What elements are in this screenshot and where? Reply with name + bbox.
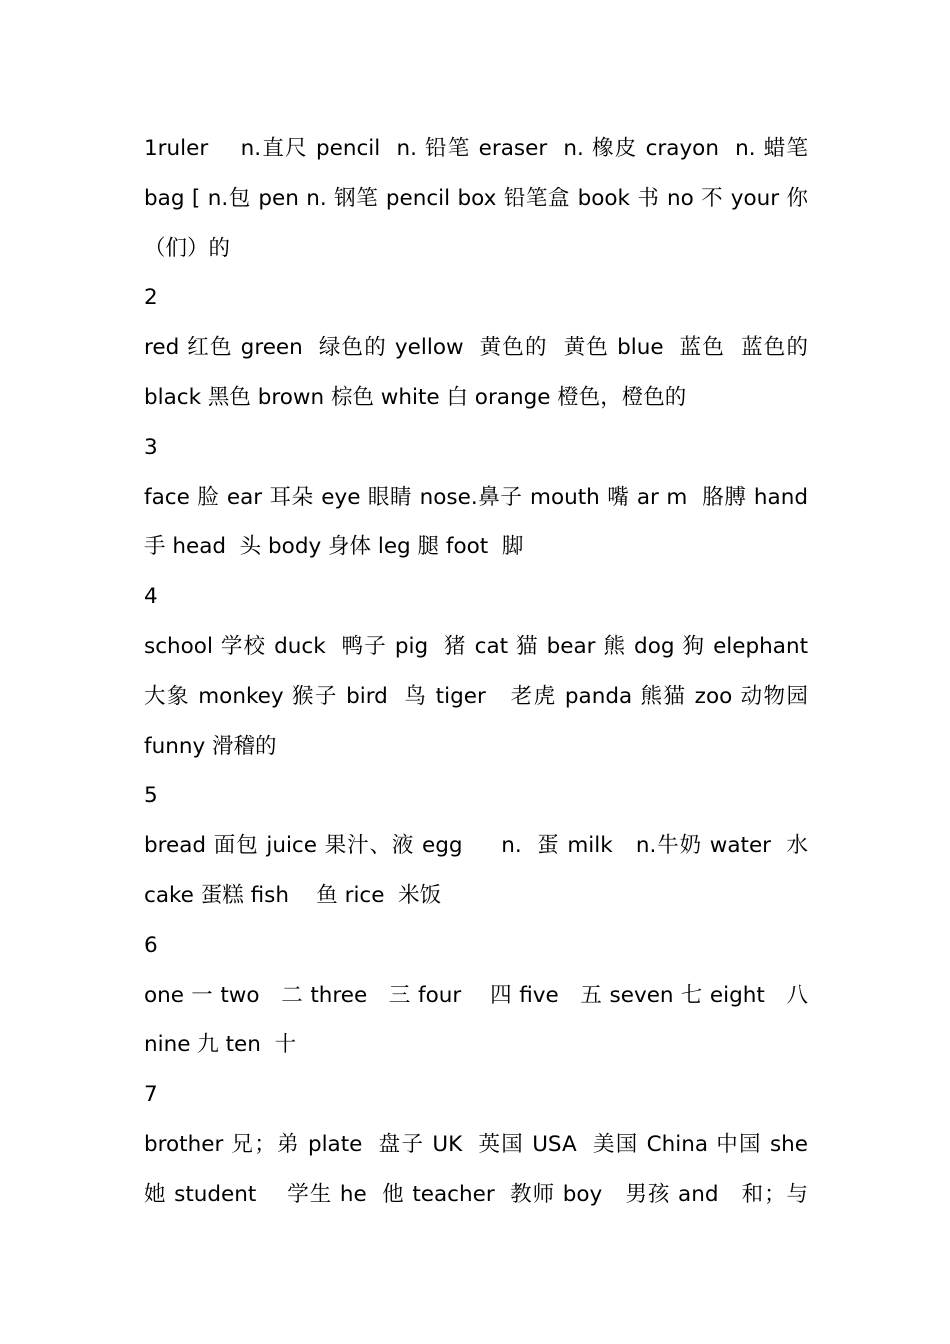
text-line: red 红色 green 绿色的 yellow 黄色的 黄色 blue 蓝色 蓝色的 xyxy=(144,335,808,361)
text-line: 7 xyxy=(144,1082,158,1108)
text-line: 4 xyxy=(144,584,158,610)
text-line: 2 xyxy=(144,285,158,311)
text-line: 手 head 头 body 身体 leg 腿 foot 脚 xyxy=(144,534,524,560)
document-body xyxy=(144,124,808,1220)
text-line: 6 xyxy=(144,932,158,958)
text-line: 1ruler n.直尺 pencil n. 铅笔 eraser n. 橡皮 crayon n. 蜡笔 xyxy=(144,136,808,161)
text-line: brother 兄；弟 plate 盘子 UK 英国 USA 美国 China 中国 she xyxy=(144,1131,808,1157)
text-line: black 黑色 brown 棕色 white 白 orange 橙色，橙色的 xyxy=(144,384,687,410)
text-line: nine 九 ten 十 xyxy=(144,1032,297,1058)
text-line: 大象 monkey 猴子 bird 鸟 tiger 老虎 panda 熊猫 zoo 动物园 xyxy=(144,683,808,709)
text-line: 3 xyxy=(144,434,158,460)
text-line: bread 面包 juice 果汁、液 egg n. 蛋 milk n.牛奶 water 水 xyxy=(144,833,808,859)
text-line: face 脸 ear 耳朵 eye 眼睛 nose.鼻子 mouth 嘴 ar m 胳膊 hand xyxy=(144,484,808,510)
text-line: cake 蛋糕 fish 鱼 rice 米饭 xyxy=(144,882,442,908)
text-line: one 一 two 二 three 三 four 四 five 五 seven 七 eight 八 xyxy=(144,982,808,1008)
text-line: school 学校 duck 鸭子 pig 猪 cat 猫 bear 熊 dog 狗 elephant xyxy=(144,633,808,659)
text-line: 5 xyxy=(144,783,158,809)
text-line: bag [ n.包 pen n. 钢笔 pencil box 铅笔盒 book 书 no 不 your 你 xyxy=(144,185,808,211)
text-line: （们）的 xyxy=(144,235,231,261)
text-line: 她 student 学生 he 他 teacher 教师 boy 男孩 and 和；与 xyxy=(144,1181,808,1207)
text-line: funny 滑稽的 xyxy=(144,733,277,759)
